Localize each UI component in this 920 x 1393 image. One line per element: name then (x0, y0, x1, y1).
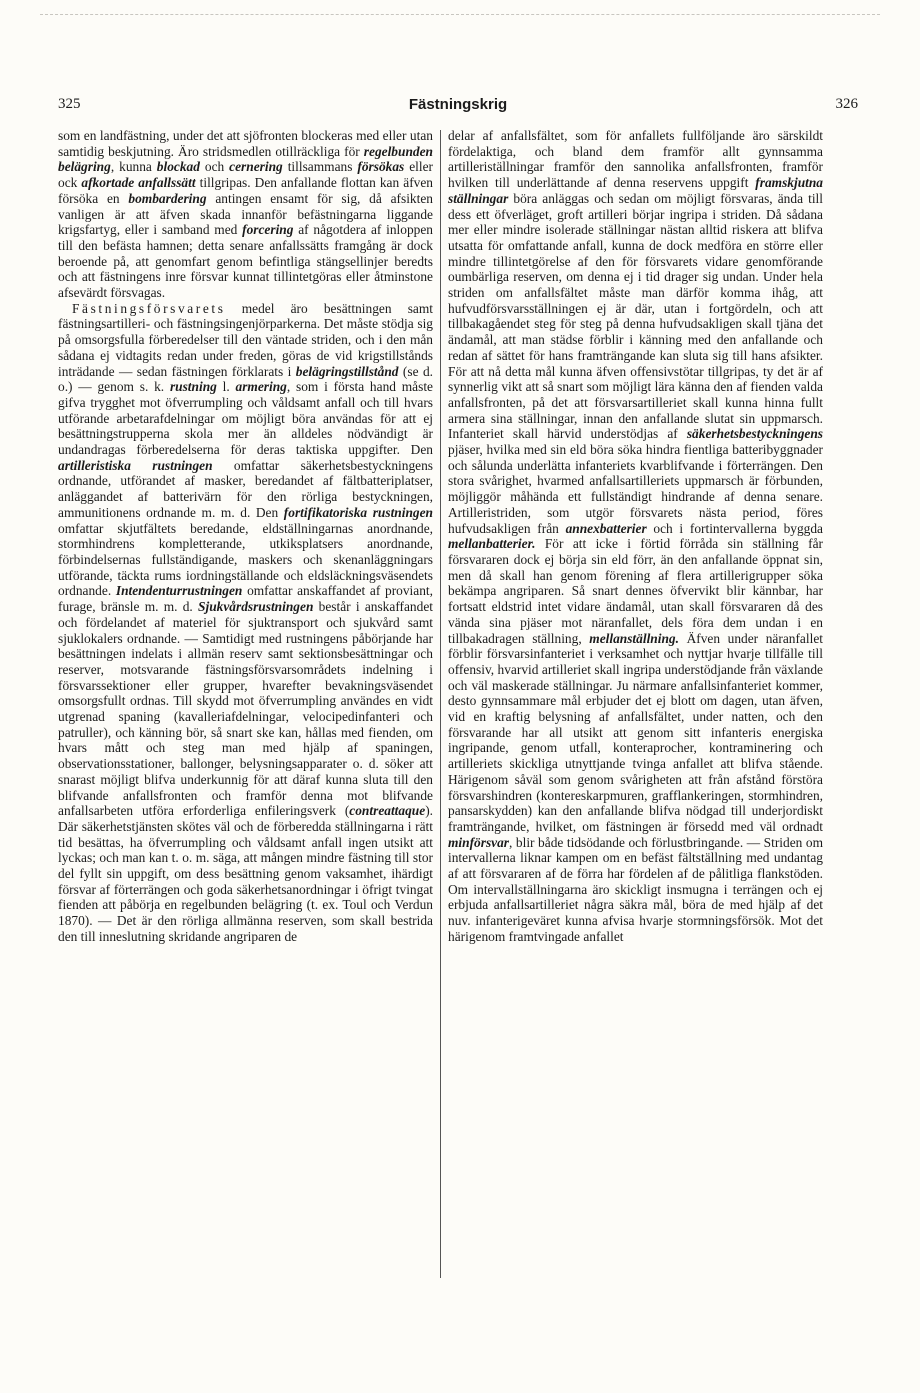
text-run: omfattar anskaffandet af proviant, furage, bränsle m. m. d. (58, 583, 433, 615)
emphasis-term: Intendenturrustningen (115, 583, 243, 599)
page-number-right: 326 (835, 96, 858, 112)
emphasis-term: säkerhetsbestyckningens (686, 426, 823, 442)
text-run: böra anläggas och sedan om möjligt försvaras, ända till dess ett öfverläget, groft artilleri börjar ingripa i striden. Då sådana mer eller mindre isolerade ställningar nästan alltid riskera att blifva utsatta för omfattande anfall, kunna de dock medföra en större eller mindre tillintetgörelse af den för försvarets vidare genomförande oumbärliga reserven, om denna ej i tid drager sig undan. Under hela striden om anfallsfältet måste man därför komma ihåg, att hufvudförsvarsställningen ej är där, utan i fortgördeln, och att tillbakagåendet steg för steg på denna hufvudsakligen skall tjäna det ändamål, att man städse förblir i känning med den anfallande och redan af sättet för hans framträngande kan sluta sig till hans afsikter. För att nå detta mål kunna äfven offensivstötar tillgripas, ty det är af synnerlig vikt att så snart som möjligt lära känna den af fienden valda anfallsfronten, på det att försvarsartilleriet skall kunna hinna fullt armera sina ställningar, innan den anfallande slutat sin uppmarsch. Infanteriet skall härvid understödjas af (448, 190, 823, 442)
emphasis-term: belägringstillstånd (295, 363, 399, 379)
right-column (448, 128, 823, 1278)
emphasis-term: fortifikatoriska rustningen (283, 504, 433, 520)
text-run: , kunna (110, 159, 157, 175)
text-run: pjäser, hvilka med sin eld böra söka hindra fientliga batteribyggnader och sålunda underlätta infanteriets kvarblifvande i förterrängen. Den stora svårighet, hvarmed anfallsartilleriets uppmarsch är förbunden, möjliggör måhända ett fullständigt hindrande af denna senare. Artilleristriden, som utgör försvarets nästa period, föres hufvudsakligen från (448, 442, 823, 536)
text-run: medel äro besättningen samt fästningsartilleri- och fästningsingenjörparkerna. Det måste stödja sig på omsorgsfulla förberedelser till den väntade striden, och i den mån sådana ej vidtagits redan under freden, göras de vid krigstillstånds inträdande — sedan fästningen förklarats i (58, 300, 433, 379)
emphasis-term: mellanbatterier. (448, 536, 536, 552)
paragraph (448, 128, 823, 945)
text-run: omfattar säkerhetsbestyckningens ordnande, utförandet af masker, beredandet af fältbatteriplatser, anläggandet af batterivärn för den rörliga bestyckningen, ammunitionens ordnande m. m. d. Den (58, 457, 433, 520)
emphasis-term: afkortade anfallssätt (81, 175, 196, 191)
emphasis-term: artilleristiska rustningen (58, 457, 213, 473)
running-title: Fästningskrig (408, 96, 508, 113)
text-run: af någotdera af inloppen till den befästa hamnen; detta senare anfallssätts framgång är dock beroende på, att genomfart genom befintliga stängsellinjer beredts och att fästningens inre försvar kunnat tillintetgöras eller åtminstone afsevärdt försvagas. (58, 222, 433, 301)
spaced-term: Fästningsförsvarets (72, 300, 226, 316)
text-run: eller ock (58, 159, 433, 191)
text-run: antingen ensamt för sig, då afsikten vanligen är att äfven skada innanför befästningarna liggande krigsfartyg, eller i samband med (58, 190, 433, 238)
emphasis-term: framskjutna ställningar (448, 175, 823, 206)
text-run: tillsammans (282, 159, 358, 175)
text-run: delar af anfallsfältet, som för anfallets fullföljande äro särskildt fördelaktiga, och bland dem framför allt gynnsamma artilleriställningar framför den sannolika anfallsfronten, framför hvilken till underlättande af denna reservens uppgift (448, 128, 823, 191)
emphasis-term: contreattaque (349, 803, 426, 819)
emphasis-term: blockad (156, 159, 200, 175)
emphasis-term: armering (235, 379, 287, 395)
left-column (58, 128, 433, 1278)
text-run: , blir både tidsödande och förlustbringande. — Striden om intervallerna liknar kampen om en befäst fältställning med undantag af att försvararen af de förra har fördelen af de pålitliga flankstöden. Om intervallställningarna äro skickligt insmugna i terrängen och ej erbjuda anfallsartilleriet några säkra mål, böra de med hjälp af det nuv. infanterigeväret kunna afvisa hvarje stormningsförsök. Mot det härigenom framtvingade anfallet (448, 834, 823, 944)
emphasis-term: Sjukvårdsrustningen (198, 599, 314, 615)
emphasis-term: forcering (242, 222, 294, 238)
text-run: består i anskaffandet och fördelandet af materiel för sjuktransport och sjukvård samt sjuklokalers ordnande. — Samtidigt med rustningens påbörjande har besättningen indelats i allmän reserv samt sektionsbesättningar och reserver, motsvarande fästningsförsvarsområdets indelning i försvarssektioner eller grupper, hvarefter bevakningsväsendet omsorgsfullt ordnas. Till skydd mot öfverrumpling användes en vidt utgrenad spaning (kavalleriafdelningar, velocipedinfanteri och patruller), och känning bör, så snart ske kan, hållas med fienden, om hvars mått och steg man med hjälp af spaningen, observationsstationer, ballonger, belysningsapparater o. d. söker att snarast möjligt blifva underkunnig för att däraf kunna sluta till den blifvande anfallsfronten och framför denna mot blifvande anfallsarbeten utföra erforderliga enfileringsverk ( (58, 599, 433, 819)
text-run: , som i första hand måste gifva trygghet mot öfverrumpling och våldsamt anfall och till hvars utförande arbetarafdelningar om möjligt böra användas för att ej besättningstrupperna skola mer än alldeles nödvändigt är undandragas förberedelserna för deras taktiska uppgifter. Den (58, 379, 433, 458)
text-run: och i fortintervallerna byggda (646, 520, 823, 536)
scan-edge (40, 14, 880, 15)
text-run: omfattar skjutfältets beredande, eldställningarnas anordnande, stormhindrens kompletterande, utkiksplatsers anordnande, förbindelsernas fullständigande, maskers och skenanläggningars utförande, täckta rums iordningställande och eldsläckningsväsendets ordnande. (58, 520, 433, 599)
emphasis-term: regelbunden belägring (58, 143, 433, 175)
text-run: ). Där säkerhetstjänsten skötes väl och de förberedda ställningarna i rätt tid besättas, ha öfverrumpling och våldsamt anfall ingen utsikt att lyckas; och man kan t. o. m. säga, att mången mindre fästning till stor del fyllt sin uppgift, om dess besättning genom vaksamhet, ihärdigt försvar af förterrängen och goda säkerhetsanordningar i öfrigt tvingat fienden att påbörja en regelbunden belägring (t. ex. Toul och Verdun 1870). — Det är den rörliga allmänna reserven, som skall bestrida den till inneslutning skridande angriparen de (58, 803, 433, 944)
text-run: tillgripas. Den anfallande flottan kan äfven försöka en (58, 175, 433, 206)
emphasis-term: annexbatterier (565, 520, 647, 536)
emphasis-term: försökas (357, 159, 405, 175)
page-header (58, 96, 858, 120)
emphasis-term: minförsvar (448, 834, 510, 850)
paragraph (58, 301, 433, 945)
emphasis-term: mellanställning. (589, 630, 679, 646)
text-run: (se d. o.) — genom s. k. (58, 363, 433, 395)
text-run: som en landfästning, under det att sjöfronten blockeras med eller utan samtidig beskjutning. Äro stridsmedlen otillräckliga för (58, 128, 433, 159)
text-run: och (199, 159, 230, 175)
emphasis-term: bombardering (128, 190, 207, 206)
emphasis-term: rustning (169, 379, 217, 395)
text-run: l. (216, 379, 236, 395)
emphasis-term: cernering (229, 159, 283, 175)
column-divider (440, 130, 441, 1278)
text-run: Äfven under näranfallet förblir försvarsinfanteriet i verksamhet och nyttjar hvarje tillfälle till offensiv, hvarvid artilleriet skall ingripa understödjande från växlande och väl maskerade ställningar. Ju närmare anfallsinfanteriet kommer, desto gynnsammare mål erbjuder det ej blott om dagen, utan äfven, vid en kraftig belysning af anfallsfältet, under natten, och den försvarande har all utsikt att genom sitt infanteris energiska ingripande, genom utfall, konteraprocher, kontraminering och artilleriets skickliga utnyttjande tvinga anfallet att blifva stående. Härigenom såväl som genom svårigheten att från afstånd förstöra försvarshindren (kontereskarpmuren, grafflankeringen, stormhindren, pansarskydden) kan den anfallande blifva nödgad till underjordiskt framträngande, hvilket, om fästningen är försedd med väl ordnadt (448, 630, 823, 834)
text-run: För att icke i förtid förråda sin ställning får försvararen dock ej börja sin eld förr, än den anfallande öppnat sin, men då skall han genom förening af flera artillerigrupper söka bekämpa angriparen. Så snart dennes öfvervikt blir kännbar, har fortsatt eldstrid intet vidare ändamål, utan skall försvararen då des vända sina pjäser mot näranfallet, dels föra dem undan i en tillbakadragen ställning, (448, 536, 823, 646)
paragraph (58, 128, 433, 301)
page-number-left: 325 (58, 96, 81, 112)
